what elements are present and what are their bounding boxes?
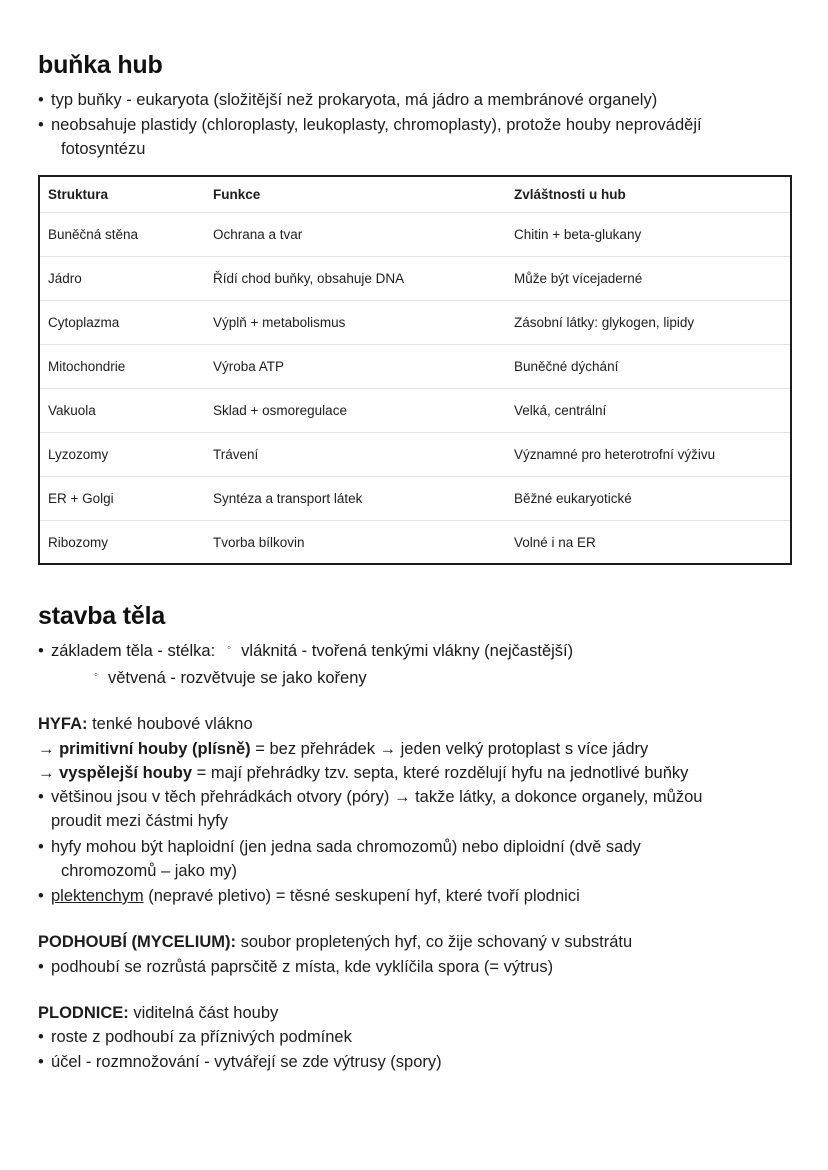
- podhoubi-definition-line: [38, 930, 790, 954]
- list-item-line2: chromozomů – jako my): [61, 861, 238, 880]
- arrow-line-vyspelejsi: [38, 761, 790, 785]
- arrow-icon: →: [38, 739, 60, 758]
- hyfa-term: HYFA:: [38, 715, 88, 734]
- table-row: [39, 432, 791, 476]
- table-cell-function: Ochrana a tvar: [205, 212, 506, 256]
- table-cell-structure: Cytoplazma: [39, 300, 205, 344]
- list-item: [38, 113, 790, 162]
- page-title-bunka-hub: buňka hub: [38, 51, 163, 79]
- bullet-marker: •: [38, 90, 44, 109]
- table-cell-specialty: Zásobní látky: glykogen, lipidy: [506, 300, 791, 344]
- sub-list-item: [94, 666, 790, 690]
- list-item-text: účel - rozmnožování - vytvářejí se zde výtrusy (spory): [51, 1053, 442, 1072]
- podhoubi-block: [38, 930, 790, 979]
- arrow-description: = bez přehrádek → jeden velký protoplast s více jádry: [250, 739, 649, 758]
- section-stavba-tela: [38, 603, 790, 1074]
- list-item-text: typ buňky - eukaryota (složitější než prokaryota, má jádro a membránové organely): [51, 90, 658, 109]
- stelka-label: základem těla - stélka:: [51, 641, 216, 660]
- plektenchym-term: plektenchym: [51, 887, 144, 905]
- table-cell-specialty: Běžné eukaryotické: [506, 476, 791, 520]
- list-item: [38, 1025, 790, 1049]
- table-cell-structure: ER + Golgi: [39, 476, 205, 520]
- table-cell-specialty: Buněčné dýchání: [506, 344, 791, 388]
- hyfa-block: [38, 712, 790, 908]
- sub-list-item-text: vláknitá - tvořená tenkými vlákny (nejčastější): [241, 641, 574, 660]
- hyfa-definition-line: [38, 712, 790, 736]
- table-cell-specialty: Velká, centrální: [506, 388, 791, 432]
- table-row: [39, 388, 791, 432]
- bullet-marker: •: [38, 641, 44, 660]
- bullet-marker: •: [38, 887, 44, 905]
- table-cell-specialty: Volné i na ER: [514, 534, 596, 550]
- podhoubi-term: PODHOUBÍ (MYCELIUM):: [38, 933, 236, 952]
- table-cell-function: Tvorba bílkovin: [213, 534, 305, 550]
- list-item-text: [51, 835, 790, 884]
- list-item-line2: proudit mezi částmi hyfy: [51, 812, 228, 831]
- bullet-marker: •: [38, 837, 44, 856]
- table-header-cell-struktura: Struktura: [39, 176, 205, 212]
- list-item-text: roste z podhoubí za příznivých podmínek: [51, 1028, 352, 1046]
- list-item-text: podhoubí se rozrůstá paprsčitě z místa, kde vyklíčila spora (= výtrus): [51, 957, 554, 976]
- table-cell-function: Výroba ATP: [205, 344, 506, 388]
- list-item-text: [51, 884, 790, 908]
- table-cell-specialty: Může být vícejaderné: [506, 256, 791, 300]
- sub-list-item-text: větvená - rozvětvuje se jako kořeny: [108, 669, 367, 687]
- table-cell-structure: Jádro: [39, 256, 205, 300]
- table-cell-function: Výplň + metabolismus: [205, 300, 506, 344]
- plodnice-term: PLODNICE:: [38, 1003, 129, 1022]
- plodnice-definition-line: [38, 1001, 790, 1025]
- arrow-line-primitivni: [38, 737, 790, 761]
- list-item-text: [51, 113, 790, 162]
- list-item: [38, 835, 790, 884]
- list-item: [38, 88, 790, 112]
- table-cell-structure: Vakuola: [39, 388, 205, 432]
- plodnice-block: [38, 1001, 790, 1075]
- page-title-stavba-tela: stavba těla: [38, 602, 166, 631]
- table-row: [39, 256, 791, 300]
- bullet-marker: •: [38, 957, 44, 976]
- arrow-term: primitivní houby (plísně): [59, 739, 251, 758]
- sub-list-item: [227, 639, 790, 663]
- table-row: [39, 344, 791, 388]
- list-item-plektenchym: [38, 884, 790, 908]
- table-cell-specialty: Významné pro heterotrofní výživu: [506, 432, 791, 476]
- table-row: [39, 300, 791, 344]
- list-item-text: [51, 785, 790, 834]
- table-cell-function: Řídí chod buňky, obsahuje DNA: [205, 256, 506, 300]
- hyfa-definition: tenké houbové vlákno: [87, 715, 253, 734]
- list-item: [38, 955, 790, 979]
- hollow-circle-icon: ◦: [227, 641, 232, 654]
- list-item-line1: hyfy mohou být haploidní (jen jedna sada chromozomů) nebo diploidní (dvě sady: [51, 837, 641, 856]
- bullet-marker: •: [38, 1028, 44, 1046]
- arrow-icon: →: [38, 763, 60, 782]
- arrow-description: = mají přehrádky tzv. septa, které rozdělují hyfu na jednotlivé buňky: [192, 763, 689, 782]
- list-item: [38, 1050, 790, 1074]
- table-header-row: [39, 176, 791, 212]
- table-header-cell-zvlastnosti: Zvláštnosti u hub: [506, 176, 791, 212]
- table-row: [39, 212, 791, 256]
- table-cell-function: Trávení: [205, 432, 506, 476]
- plektenchym-description: (nepravé pletivo) = těsné seskupení hyf, které tvoří plodnici: [143, 887, 580, 905]
- table-cell-structure: Buněčná stěna: [39, 212, 205, 256]
- table-cell-function: Syntéza a transport látek: [205, 476, 506, 520]
- stelka-sub-list: [227, 639, 790, 663]
- bullet-marker: •: [38, 788, 44, 806]
- bullet-marker: •: [38, 1053, 44, 1072]
- podhoubi-definition: soubor propletených hyf, co žije schovaný v substrátu: [235, 933, 633, 952]
- bullet-marker: •: [38, 115, 44, 134]
- hollow-circle-icon: ◦: [94, 669, 98, 681]
- list-item-line1: neobsahuje plastidy (chloroplasty, leukoplasty, chromoplasty), protože houby neprovádějí: [51, 115, 702, 134]
- table-cell-structure: Ribozomy: [48, 534, 109, 550]
- table-cell-structure: Mitochondrie: [39, 344, 205, 388]
- table-row: [39, 476, 791, 520]
- table-row: [39, 520, 791, 564]
- table-cell-structure: Lyzozomy: [39, 432, 205, 476]
- table-cell-specialty: Chitin + beta-glukany: [506, 212, 791, 256]
- intro-bullet-list: [38, 88, 790, 162]
- table-cell-function: Sklad + osmoregulace: [205, 388, 506, 432]
- cell-structure-table: [38, 175, 792, 565]
- list-item-line1: většinou jsou v těch přehrádkách otvory (póry) → takže látky, a dokonce organely, můžou: [51, 788, 703, 806]
- stelka-row: [38, 639, 790, 663]
- plodnice-definition: viditelná část houby: [128, 1003, 279, 1022]
- list-item-line2: fotosyntézu: [61, 140, 146, 158]
- table-header-cell-funkce: Funkce: [205, 176, 506, 212]
- list-item: [38, 785, 790, 834]
- arrow-term: vyspělejší houby: [59, 763, 193, 782]
